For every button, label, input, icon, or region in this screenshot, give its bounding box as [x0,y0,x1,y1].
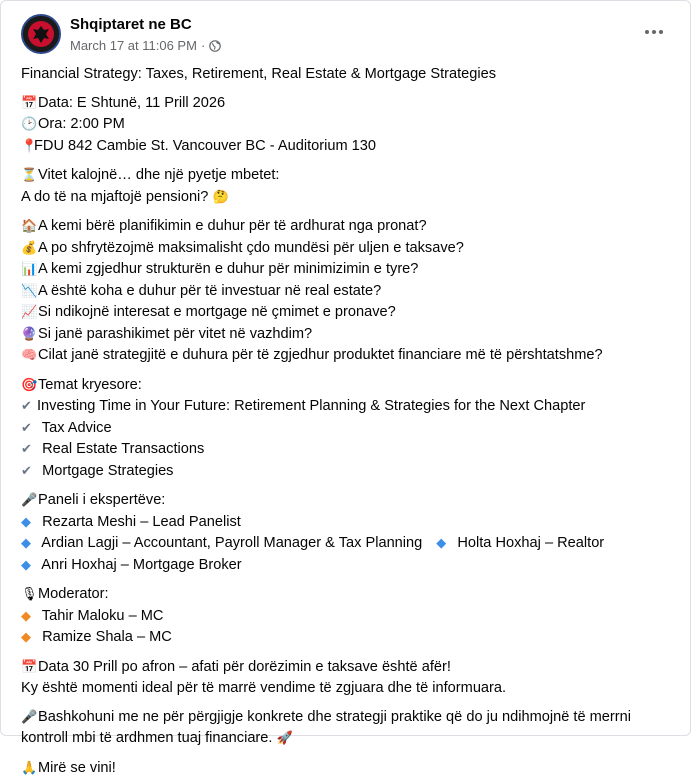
bar-chart-icon: 📊 [21,260,38,281]
deadline-line-1: 📅Data 30 Prill po afron – afati për dorëzimin e taksave është afër! [21,657,676,679]
orange-diamond-icon: ◆ [21,628,38,649]
moderator-item: ◆ Tahir Maloku – MC [21,606,676,628]
hourglass-icon: ⏳ [21,166,38,187]
microphone-icon: 🎤 [21,491,38,512]
post-meta [70,38,221,53]
topic-item: ✔ Real Estate Transactions [21,439,676,461]
rocket-icon: 🚀 [277,731,293,746]
calendar-icon: 📅 [21,94,38,115]
question-item: 🧠Cilat janë strategjitë e duhura për të zgjedhur produktet financiare më të përshtatshme? [21,345,676,367]
deadline-line-2: Ky është momenti ideal për të marrë vendime të zgjuara dhe të informuara. [21,678,676,699]
folded-hands-icon: 🙏 [21,759,38,779]
cta-line-2: kontroll mbi të ardhmen tuaj financiare. 🚀 [21,728,676,750]
check-mark-icon: ✔ [21,462,38,483]
more-options-button[interactable] [642,22,666,42]
post-timestamp[interactable]: March 17 at 11:06 PM [70,38,197,53]
post-header [21,14,678,58]
studio-microphone-icon: 🎙 [21,585,38,606]
topic-item: ✔ Tax Advice [21,418,676,440]
blue-diamond-icon: ◆ [21,556,38,577]
topic-item: ✔ Mortgage Strategies [21,461,676,483]
post-title: Financial Strategy: Taxes, Retirement, Real Estate & Mortgage Strategies [21,64,676,85]
house-icon: 🏠 [21,217,38,238]
blue-diamond-icon: ◆ [21,534,38,555]
blue-diamond-icon: ◆ [21,513,38,534]
welcome-line: 🙏Mirë se vini! [21,758,676,779]
check-mark-icon: ✔ [21,397,37,418]
panelist-item: ◆ Anri Hoxhaj – Mortgage Broker [21,555,676,577]
panelist-item: ◆ Rezarta Meshi – Lead Panelist [21,512,676,534]
event-date: 📅Data: E Shtunë, 11 Prill 2026 [21,93,676,115]
intro-line-2: A do të na mjaftojë pensioni? 🤔 [21,187,676,209]
panelist-item: ◆ Ardian Lagji – Accountant, Payroll Manager & Tax Planning ◆ Holta Hoxhaj – Realtor [21,533,676,555]
page-avatar[interactable] [21,14,61,54]
calendar-icon: 📅 [21,658,38,679]
check-mark-icon: ✔ [21,440,38,461]
chart-up-icon: 📈 [21,303,38,324]
crystal-ball-icon: 🔮 [21,325,38,346]
post-text [21,64,676,779]
meta-separator: · [201,38,205,53]
money-bag-icon: 💰 [21,239,38,260]
brain-icon: 🧠 [21,346,38,367]
microphone-icon: 🎤 [21,708,38,729]
globe-icon[interactable] [209,40,221,52]
topics-heading: 🎯Temat kryesore: [21,375,676,397]
question-item: 💰A po shfrytëzojmë maksimalisht çdo mundësi për uljen e taksave? [21,238,676,260]
check-mark-icon: ✔ [21,419,38,440]
panel-heading: 🎤Paneli i ekspertëve: [21,490,676,512]
intro-line-1: ⏳Vitet kalojnë… dhe një pyetje mbetet: [21,165,676,187]
cta-line-1: 🎤Bashkohuni me ne për përgjigje konkrete dhe strategji praktike që do ju ndihmojnë të merrni [21,707,676,729]
topic-item: ✔ Investing Time in Your Future: Retirement Planning & Strategies for the Next Chapter [21,396,676,418]
orange-diamond-icon: ◆ [21,607,38,628]
clock-icon: 🕑 [21,115,38,136]
question-item: 🏠A kemi bërë planifikimin e duhur për të ardhurat nga pronat? [21,216,676,238]
question-item: 📈Si ndikojnë interesat e mortgage në çmimet e pronave? [21,302,676,324]
page-name[interactable]: Shqiptaret ne BC [70,16,192,33]
question-item: 🔮Si janë parashikimet për vitet në vazhdim? [21,324,676,346]
pin-icon: 📍 [21,137,34,158]
target-icon: 🎯 [21,376,38,397]
question-item: 📉A është koha e duhur për të investuar në real estate? [21,281,676,303]
blue-diamond-icon: ◆ [436,534,453,555]
chart-down-icon: 📉 [21,282,38,303]
event-location: 📍FDU 842 Cambie St. Vancouver BC - Auditorium 130 [21,136,676,158]
event-time: 🕑Ora: 2:00 PM [21,114,676,136]
moderator-heading: 🎙Moderator: [21,584,676,606]
question-item: 📊A kemi zgjedhur strukturën e duhur për minimizimin e tyre? [21,259,676,281]
thinking-face-icon: 🤔 [212,190,228,205]
moderator-item: ◆ Ramize Shala – MC [21,627,676,649]
more-horizontal-icon [645,30,649,34]
